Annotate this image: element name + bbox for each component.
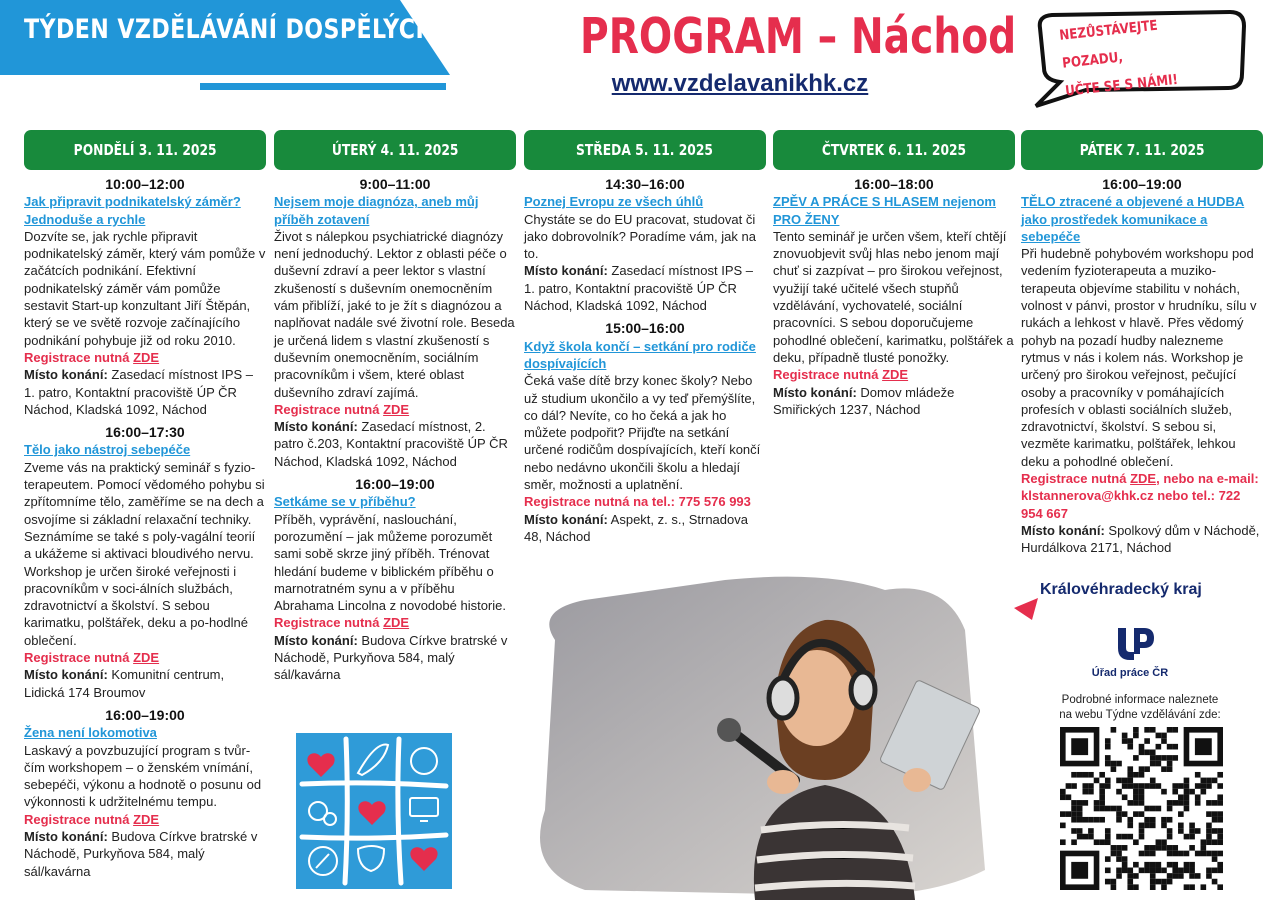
event-title-link[interactable]: Když škola končí – setkání pro rodiče dospívajících — [524, 338, 756, 371]
kraj-logo-icon — [1014, 598, 1038, 620]
registration-prefix: Registrace nutná — [773, 367, 883, 383]
education-tiles-graphic — [296, 733, 452, 889]
event-time: 15:00–16:00 — [605, 320, 685, 337]
day-column — [274, 130, 516, 684]
urad-prace-logo-icon — [1112, 624, 1156, 664]
place-value: Zasedací místnost IPS – 1. patro, Kontaktní pracoviště ÚP ČR Náchod, Kladská 1092, Náchod — [524, 263, 754, 314]
banner-underline — [200, 83, 446, 90]
heart-icon — [410, 847, 437, 871]
event-title-link[interactable]: Poznej Evropu ze všech úhlů — [524, 194, 704, 210]
event-title-link[interactable]: ZPĚV A PRÁCE S HLASEM nejenom PRO ŽENY — [773, 194, 996, 227]
registration-prefix: Registrace nutná na tel.: 775 576 993 — [524, 494, 751, 510]
day-header — [524, 130, 766, 170]
day-column — [524, 130, 766, 545]
event-item — [773, 176, 1015, 418]
registration-prefix: Registrace nutná — [274, 401, 384, 417]
registration-link[interactable]: ZDE — [133, 811, 160, 827]
place-label: Místo konání: — [24, 667, 108, 683]
registration-suffix: , nebo na e-mail: klstannerova@khk.cz nebo tel.: 722 954 667 — [1021, 471, 1259, 521]
event-time: 16:00–19:00 — [1102, 176, 1182, 192]
place-label: Místo konání: — [24, 367, 108, 383]
registration-link[interactable]: ZDE — [133, 349, 160, 365]
event-place — [274, 632, 516, 684]
day-column — [24, 130, 266, 880]
theater-masks-icon — [358, 846, 384, 871]
program-url-link[interactable]: www.vzdelavanikhk.cz — [611, 70, 869, 97]
qr-code[interactable] — [1060, 727, 1223, 890]
registration-note — [24, 811, 266, 828]
event-place — [1021, 522, 1263, 557]
event-description: Chystáte se do EU pracovat, studovat či jako dobrovolník? Poradíme vám, jak na to. — [524, 211, 756, 262]
event-place — [524, 511, 766, 546]
event-time: 9:00–11:00 — [359, 176, 431, 192]
place-value: Komunitní centrum, Lidická 174 Broumov — [24, 667, 225, 700]
registration-note — [274, 401, 516, 418]
registration-prefix: Registrace nutná — [24, 349, 134, 365]
event-item — [24, 176, 266, 418]
heart-icon — [358, 801, 385, 825]
program-title: PROGRAM – Náchod — [580, 8, 1017, 65]
event-description: Zveme vás na praktický seminář s fyzio-terapeutem. Pomocí vědomého pohybu si zpřítomníme tělo, zaměříme se na dech a osvojíme si základní relaxační techniky. Seznámíme se také s poly-vagální teorií a ukážeme si aktivaci bloudivého nervu. Workshop je určen široké veřejnosti i pracovníkům v soci-álních službách, zdravotnictví a školství. S sebou karimatku, polštářek, deku a po-hodlné oblečení. — [24, 459, 265, 648]
event-description: Při hudebně pohybovém workshopu pod vedením fyzioterapeuta a muziko-terapeuta objevíme stabilitu v nohách, volnost v pánvi, prostor v hrudníku, sílu v rukách a lehkost v hlavě. Přes vědomý pohyb na pozadí hudby nalezneme rytmus v nás i kolem nás. Workshop je určený pro širokou veřejnost, pečující osoby a pracovníky v pomáhajících profesích v oblasti sociálních služeb, zdravotnictví, školství. S sebou si, vezměte karimatku, polštářek, lehkou deku a pohodlné oblečení. — [1021, 246, 1257, 469]
event-time: 10:00–12:00 — [105, 176, 185, 192]
event-title-link[interactable]: Jak připravit podnikatelský záměr? Jednoduše a rychle — [24, 194, 241, 227]
event-time: 16:00–19:00 — [105, 706, 185, 723]
event-place — [24, 828, 266, 880]
event-place — [24, 366, 266, 418]
place-label: Místo konání: — [773, 384, 857, 400]
registration-prefix: Registrace nutná — [1021, 471, 1131, 487]
event-title-link[interactable]: Tělo jako nástroj sebepéče — [24, 442, 191, 458]
event-item — [24, 424, 266, 701]
urad-prace-text: Úřad práce ČR — [1091, 667, 1169, 679]
registration-note — [24, 649, 266, 666]
day-header-label: ÚTERÝ 4. 11. 2025 — [331, 141, 459, 159]
day-column — [1021, 130, 1263, 557]
day-header-label: ČTVRTEK 6. 11. 2025 — [821, 141, 967, 159]
computer-icon — [410, 798, 438, 816]
place-label: Místo konání: — [274, 419, 358, 435]
event-title-link[interactable]: TĚLO ztracené a objevené a HUDBA jako prostředek komunikace a sebepéče — [1021, 194, 1245, 244]
event-title-link[interactable]: Nejsem moje diagnóza, aneb můj příběh zotavení — [274, 194, 479, 227]
registration-note — [1021, 470, 1263, 522]
event-item — [1021, 176, 1263, 557]
heart-icon — [307, 753, 334, 777]
event-description: Dozvíte se, jak rychle připravit podnikatelský záměr, který vám pomůže v začátcích podnikání. Efektivní podnikatelský záměr vám pomůže sestavit Start-up konzultant Jiří Štěpán, který se ve světě rozvoje začínajícího podnikání pohybuje již od roku 2010. — [24, 228, 266, 348]
place-label: Místo konání: — [524, 263, 608, 279]
registration-prefix: Registrace nutná — [24, 811, 134, 827]
event-item — [24, 707, 266, 880]
place-label: Místo konání: — [274, 632, 358, 648]
registration-prefix: Registrace nutná — [274, 615, 384, 631]
event-item — [524, 320, 766, 545]
day-header — [24, 130, 266, 170]
registration-link[interactable]: ZDE — [383, 615, 410, 631]
registration-prefix: Registrace nutná — [24, 650, 134, 666]
registration-note — [773, 366, 1015, 383]
place-value: Zasedací místnost, 2. patro č.203, Kontaktní pracoviště ÚP ČR Náchod, Kladská 1092, Náchod — [274, 419, 508, 469]
place-label: Místo konání: — [1021, 522, 1105, 538]
web-info-text: Podrobné informace naleznete na webu Týdne vzdělávání zde: — [1059, 694, 1221, 721]
registration-link[interactable]: ZDE — [383, 401, 410, 417]
event-item — [274, 176, 516, 470]
singer-photo — [525, 570, 1005, 900]
event-description: Příběh, vyprávění, naslouchání, porozumění – jak můžeme porozumět sami sobě skrze jiný příběh. Trénovat hledání budeme v biblickém příběhu o marnotratném synu a v příběhu Abrahama Lincolna z novodobé historie. — [274, 511, 506, 614]
day-header-label: STŘEDA 5. 11. 2025 — [576, 141, 714, 159]
registration-link[interactable]: ZDE — [1130, 471, 1157, 487]
place-label: Místo konání: — [524, 511, 608, 527]
place-value: Budova Církve bratrské v Náchodě, Purkyňova 584, malý sál/kavárna — [24, 828, 258, 879]
event-place — [773, 384, 1015, 419]
day-header-label: PÁTEK 7. 11. 2025 — [1079, 141, 1205, 159]
event-item — [524, 176, 766, 314]
place-value: Spolkový dům v Náchodě, Hurdálkova 2171, Náchod — [1021, 522, 1260, 556]
kraj-logo-text: Královéhradecký kraj — [1040, 581, 1202, 598]
day-header — [773, 130, 1015, 170]
place-value: Budova Církve bratrské v Náchodě, Purkyňova 584, malý sál/kavárna — [274, 632, 508, 683]
event-description: Život s nálepkou psychiatrické diagnózy není jednoduchý. Lektor z oblasti péče o duševní zdraví a peer lektor s vlastní zkušeností s duševním onemocněním vám přiblíží, jaké to je žít s diagnózou a naplňovat nadále své životní role. Beseda je určená lidem s vlastní zkušeností s duševním onemocněním, sociálním pracovníkům i všem, které oblast duševního zdraví zajímá. — [274, 228, 515, 400]
banner-title: TÝDEN VZDĚLÁVÁNÍ DOSPĚLÝCH — [24, 14, 435, 45]
registration-link[interactable]: ZDE — [882, 367, 909, 383]
event-place — [274, 418, 516, 470]
place-label: Místo konání: — [24, 828, 108, 844]
event-description: Laskavý a povzbuzující program s tvůr-čím workshopem – o ženském vnímání, sebepéči, výkonu a hodnotě o posunu od výkonnosti k udržitelnému tempu. — [24, 742, 262, 810]
registration-note — [24, 349, 266, 366]
registration-note — [524, 493, 766, 510]
event-time: 16:00–18:00 — [854, 176, 934, 192]
day-header — [274, 130, 516, 170]
event-title-link[interactable]: Setkáme se v příběhu? — [274, 494, 416, 510]
event-place — [24, 666, 266, 701]
day-header — [1021, 130, 1263, 170]
registration-link[interactable]: ZDE — [133, 650, 160, 666]
tile-grid-icon — [296, 733, 452, 889]
event-time: 16:00–19:00 — [355, 476, 435, 493]
event-description: Tento seminář je určen všem, kteří chtějí znovuobjevit svůj hlas nebo jenom mají chuť si zazpívat – pro širokou veřejnost, využijí také učitelé všech stupňů vzdělávání, vychovatelé, sociální pracovníci. S sebou doporučujeme pohodlné oblečení, karimatku, polštářek a deku, případně tlusté ponožky. — [773, 228, 1014, 365]
day-header-label: PONDĚLÍ 3. 11. 2025 — [73, 141, 217, 159]
event-place — [524, 262, 766, 314]
feather-icon — [358, 745, 388, 775]
event-item — [274, 476, 516, 684]
bubble-slogan: NEZŮSTÁVEJTE POZADU, UČTE SE S NÁMI! — [1058, 17, 1179, 100]
event-description: Čeká vaše dítě brzy konec školy? Nebo už studium ukončilo a vy teď přemýšlíte, co dál? Nevíte, co ho čeká a jak ho můžete podpořit? Přijďte na setkání určené rodičům dospívajících, kteří končí nebo nedávno ukončili školu a hledají směr, možnosti a uplatnění. — [524, 373, 761, 493]
place-value: Aspekt, z. s., Strnadova 48, Náchod — [524, 511, 748, 544]
registration-note — [274, 614, 516, 631]
place-value: Domov mládeže Smiřických 1237, Náchod — [773, 384, 955, 417]
day-column — [773, 130, 1015, 418]
event-time: 16:00–17:30 — [105, 424, 185, 441]
event-title-link[interactable]: Žena není lokomotiva — [24, 725, 157, 741]
brain-icon — [411, 748, 437, 774]
event-time: 14:30–16:00 — [605, 176, 685, 192]
place-value: Zasedací místnost IPS – 1. patro, Kontaktní pracoviště ÚP ČR Náchod, Kladská 1092, Náchod — [24, 367, 254, 417]
